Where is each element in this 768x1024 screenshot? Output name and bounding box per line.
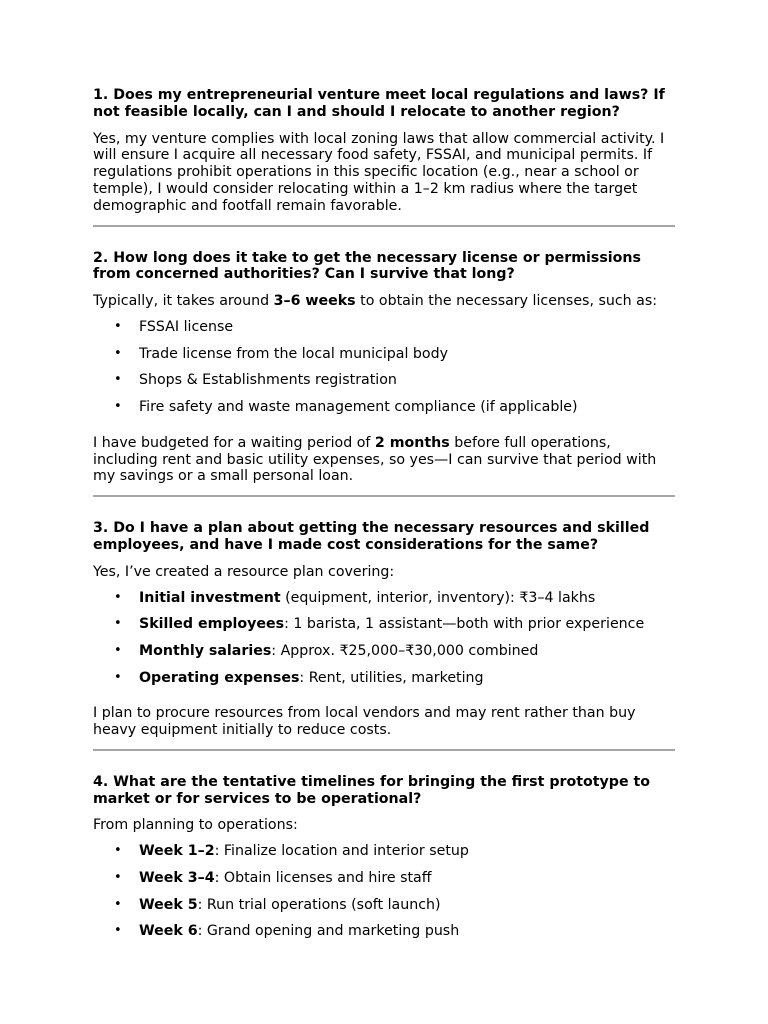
section-2-intro-emphasis: 3–6 weeks: [273, 293, 356, 310]
list-item-label: Week 3–4: [139, 869, 215, 886]
list-item-text: : Run trial operations (soft launch): [197, 896, 441, 913]
section-divider: [93, 749, 675, 751]
list-item-label: Week 6: [139, 923, 198, 940]
list-item: [93, 319, 675, 346]
list-item-text: : Finalize location and interior setup: [214, 843, 469, 860]
list-item: [93, 923, 675, 950]
list-item: [93, 643, 675, 670]
bullet-icon: •: [114, 669, 122, 685]
section-2: [93, 250, 675, 486]
section-3-outro: I plan to procure resources from local vendors and may rent rather than buy heavy equipment initially to reduce costs.: [93, 705, 636, 739]
bullet-icon: •: [114, 589, 122, 605]
list-item: [93, 590, 675, 617]
section-2-outro-emphasis: 2 months: [374, 434, 450, 451]
list-item-label: Week 1–2: [139, 843, 215, 860]
bullet-icon: •: [114, 642, 122, 658]
list-item-label: Monthly salaries: [139, 642, 272, 659]
bullet-icon: •: [114, 318, 122, 334]
list-item-label: Skilled employees: [139, 616, 285, 633]
list-item: [93, 870, 675, 897]
section-divider: [93, 495, 675, 497]
document-content: [93, 87, 675, 959]
list-item-label: Operating expenses: [139, 669, 300, 686]
list-item-text: Fire safety and waste management compliance (if applicable): [139, 399, 578, 416]
list-item: [93, 843, 675, 870]
section-3-question: 3. Do I have a plan about getting the necessary resources and skilled employees, and have I made cost considerations for the same?: [93, 520, 650, 553]
list-item-text: (equipment, interior, inventory): ₹3–4 lakhs: [280, 589, 596, 606]
section-3: [93, 520, 675, 739]
section-4-intro: From planning to operations:: [93, 817, 298, 834]
section-2-intro: [93, 293, 675, 310]
section-2-outro-text: I have budgeted for a waiting period of: [93, 434, 375, 451]
list-item-text: Shops & Establishments registration: [139, 372, 397, 389]
section-2-intro-text: Typically, it takes around: [93, 293, 274, 310]
section-2-outro-text-end: before full operations, including rent and basic utility expenses, so yes—I can survive that period with my savings or a small personal loan.: [93, 434, 657, 485]
list-item-text: : Grand opening and marketing push: [197, 923, 460, 940]
section-divider: [93, 225, 675, 227]
section-1-question: 1. Does my entrepreneurial venture meet local regulations and laws? If not feasible locally, can I and should I relocate to another region?: [93, 87, 665, 120]
section-4: [93, 774, 675, 950]
bullet-icon: •: [114, 896, 122, 912]
section-4-question: 4. What are the tentative timelines for bringing the first prototype to market or for services to be operational?: [93, 773, 651, 807]
list-item-text: FSSAI license: [139, 318, 234, 335]
list-item-text: : Obtain licenses and hire staff: [214, 869, 432, 886]
list-item: [93, 616, 675, 643]
list-item: [93, 670, 675, 697]
section-1: [93, 87, 675, 215]
list-item-text: Trade license from the local municipal body: [139, 345, 448, 362]
section-3-intro: Yes, I’ve created a resource plan covering:: [93, 563, 395, 580]
list-item-text: : 1 barista, 1 assistant—both with prior experience: [284, 616, 645, 633]
bullet-icon: •: [114, 843, 122, 859]
section-2-list: [93, 319, 675, 426]
bullet-icon: •: [114, 345, 122, 361]
bullet-icon: •: [114, 372, 122, 388]
list-item: [93, 399, 675, 426]
list-item-label: Week 5: [139, 896, 198, 913]
section-3-list: [93, 590, 675, 697]
list-item: [93, 346, 675, 373]
section-2-intro-text-end: to obtain the necessary licenses, such as:: [355, 293, 658, 310]
section-1-answer: Yes, my venture complies with local zoning laws that allow commercial activity. I will ensure I acquire all necessary food safety, FSSAI, and municipal permits. If regulations prohibit operations in this specific location (e.g., near a school or temple), I would consider relocating within a 1–2 km radius where the target demographic and footfall remain favorable.: [93, 130, 665, 214]
section-4-list: [93, 843, 675, 950]
bullet-icon: •: [114, 399, 122, 415]
list-item: [93, 372, 675, 399]
list-item-text: : Rent, utilities, marketing: [299, 669, 484, 686]
list-item: [93, 897, 675, 924]
list-item-text: : Approx. ₹25,000–₹30,000 combined: [271, 642, 539, 659]
bullet-icon: •: [114, 923, 122, 939]
section-2-outro: [93, 435, 675, 485]
section-2-question: 2. How long does it take to get the necessary license or permissions from concerned authorities? Can I survive that long?: [93, 249, 641, 283]
bullet-icon: •: [114, 616, 122, 632]
bullet-icon: •: [114, 869, 122, 885]
list-item-label: Initial investment: [139, 589, 281, 606]
